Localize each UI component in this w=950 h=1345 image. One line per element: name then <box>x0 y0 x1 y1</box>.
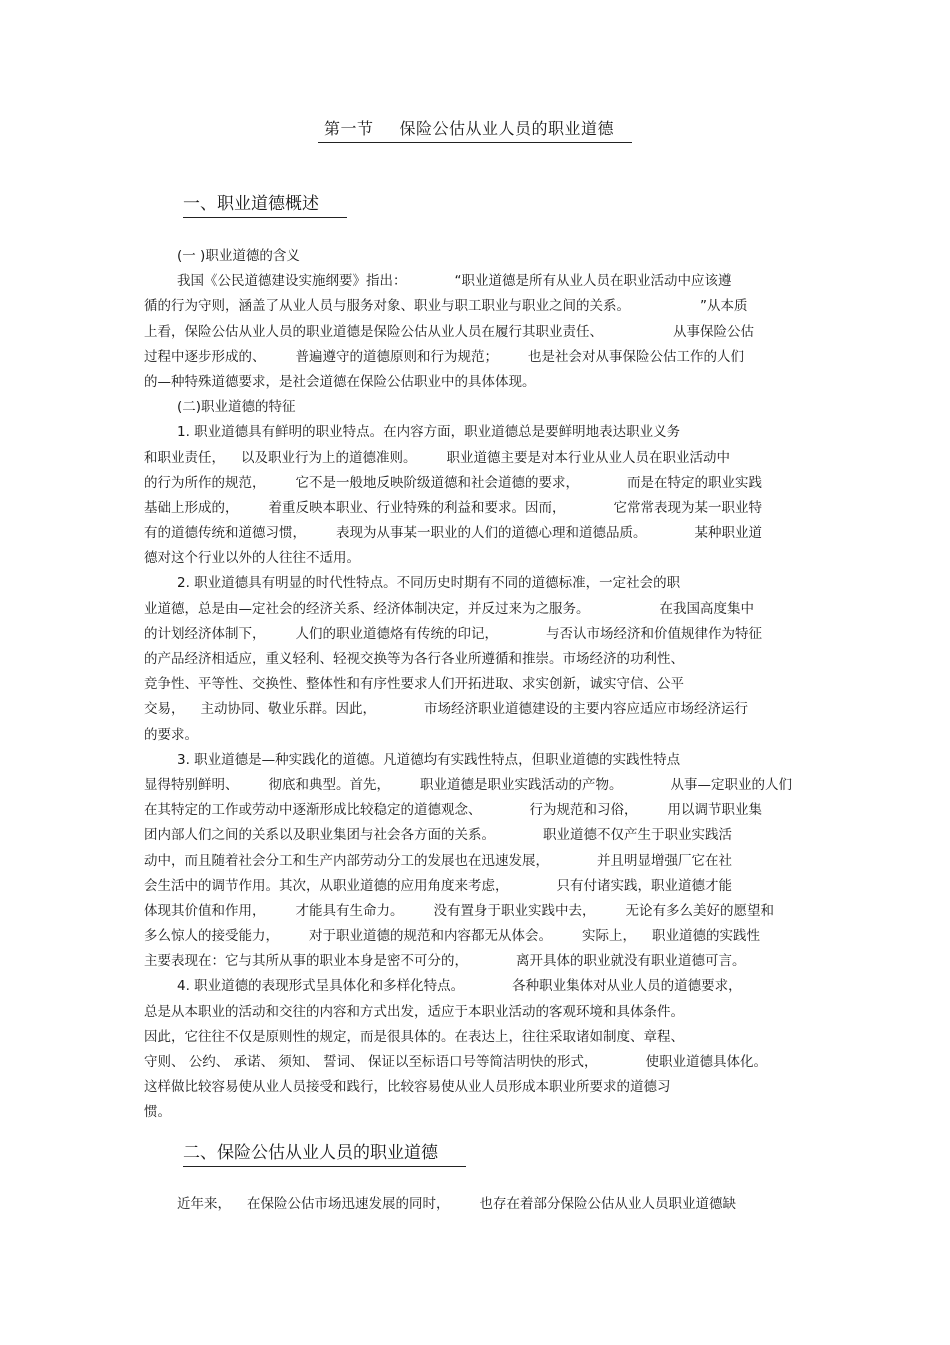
subheading-meaning: (一 )职业道德的含义 <box>177 248 300 264</box>
paragraph-recent-years: 近年来， 在保险公估市场迅速发展的同时， 也存在着部分保险公估从业人员职业道德缺 <box>177 1196 736 1212</box>
heading-overview <box>183 192 347 218</box>
section-number: 第一节 <box>323 119 374 138</box>
paragraph-feature-3: 3. 职业道德是—种实践化的道德。凡道德均有实践性特点，但职业道德的实践性特点 显得特别鲜明、 彻底和典型。首先， 职业道德是职业实践活动的产物。 从事—定职业的人们 在其特定的工作或劳动中逐渐形成比较稳定的道德观念、 行为规范和习俗， 用以调节职业集 团内部人们之间的关系以及职业集团与社会各方面的关系。 职业道德不仅产生于职业实践活 动中，而且随着社会分工和生产内部劳动分工的发展也在迅速发展， 并且明显增强厂它在社 会生活中的调节作用。其次，从职业道德的应用角度来考虑， 只有付诸实践，职业道德才能 体现其价值和作用， 才能具有生命力。 没有置身于职业实践中去， 无论有多么美好的愿望和 多么惊人的接受能力， 对于职业道德的规范和内容都无从体会。 实际上， 职业道德的实践性 主要表现在：它与其所从事的职业本身是密不可分的， 离开具体的职业就没有职业道德可言。 <box>144 751 792 970</box>
paragraph-feature-1: 1. 职业道德具有鲜明的职业特点。在内容方面，职业道德总是要鲜明地表达职业义务 和职业责任， 以及职业行为上的道德准则。 职业道德主要是对本行业从业人员在职业活动中 的行为所作的规范， 它不是一般地反映阶级道德和社会道德的要求， 而是在特定的职业实践 基础上形成的， 着重反映本职业、行业特殊的利益和要求。因而， 它常常表现为某一职业特 有的道德传统和道德习惯， 表现为从事某一职业的人们的道德心理和道德品质。 某种职业道 德对这个行业以外的人往往不适用。 <box>144 424 762 567</box>
section1-body <box>144 244 804 1126</box>
section-title-text: 保险公估从业人员的职业道德 <box>399 119 615 138</box>
section-title <box>0 117 950 143</box>
section2-body <box>144 1192 804 1217</box>
paragraph-feature-4: 4. 职业道德的表现形式呈具体化和多样化特点。 各种职业集体对从业人员的道德要求， 总是从本职业的活动和交往的内容和方式出发，适应于本职业活动的客观环境和具体条件。 因此，它往往不仅是原则性的规定，而是很具体的。在表达上，往往采取诸如制度、章程、 守则、 公约、 承诺、 须知、 誓词、 保证以至标语口号等简洁明快的形式， 使职业道德具体化。 这样做比较容易使从业人员接受和践行，比较容易使从业人员形成本职业所要求的道德习 惯。 <box>144 978 767 1121</box>
paragraph-feature-2: 2. 职业道德具有明显的时代性特点。不同历史时期有不同的道德标准，一定社会的职 业道德，总是由—定社会的经济关系、经济体制决定，并反过来为之服务。 在我国高度集中 的计划经济体制下， 人们的职业道德烙有传统的印记， 与否认市场经济和价值规律作为特征 的产品经济相适应，重义轻利、轻视交换等为各行各业所遵循和推崇。市场经济的功利性、 竞争性、平等性、交换性、整体性和有序性要求人们开拓进取、求实创新，诚实守信、公平 交易， 主动协同、敬业乐群。因此， 市场经济职业道德建设的主要内容应适应市场经济运行 的要求。 <box>144 575 762 743</box>
subheading-features: (二)职业道德的特征 <box>177 399 296 416</box>
section-title-underlined <box>318 117 632 143</box>
heading-insurance-ethics <box>183 1141 466 1167</box>
heading-insurance-ethics-text: 二、保险公估从业人员的职业道德 <box>183 1143 438 1163</box>
heading-overview-text: 一、职业道德概述 <box>183 194 319 214</box>
paragraph-meaning: 我国《公民道德建设实施纲要》指出： “职业道德是所有从业人员在职业活动中应该遵 循的行为守则，涵盖了从业人员与服务对象、职业与职工职业与职业之间的关系。 ”从本质 上看，保险公估从业人员的职业道德是保险公估从业人员在履行其职业责任、 从事保险公估 过程中逐步形成的、 普遍遵守的道德原则和行为规范； 也是社会对从事保险公估工作的人们 的—种特殊道德要求，是社会道德在保险公估职业中的具体体现。 <box>144 273 754 390</box>
